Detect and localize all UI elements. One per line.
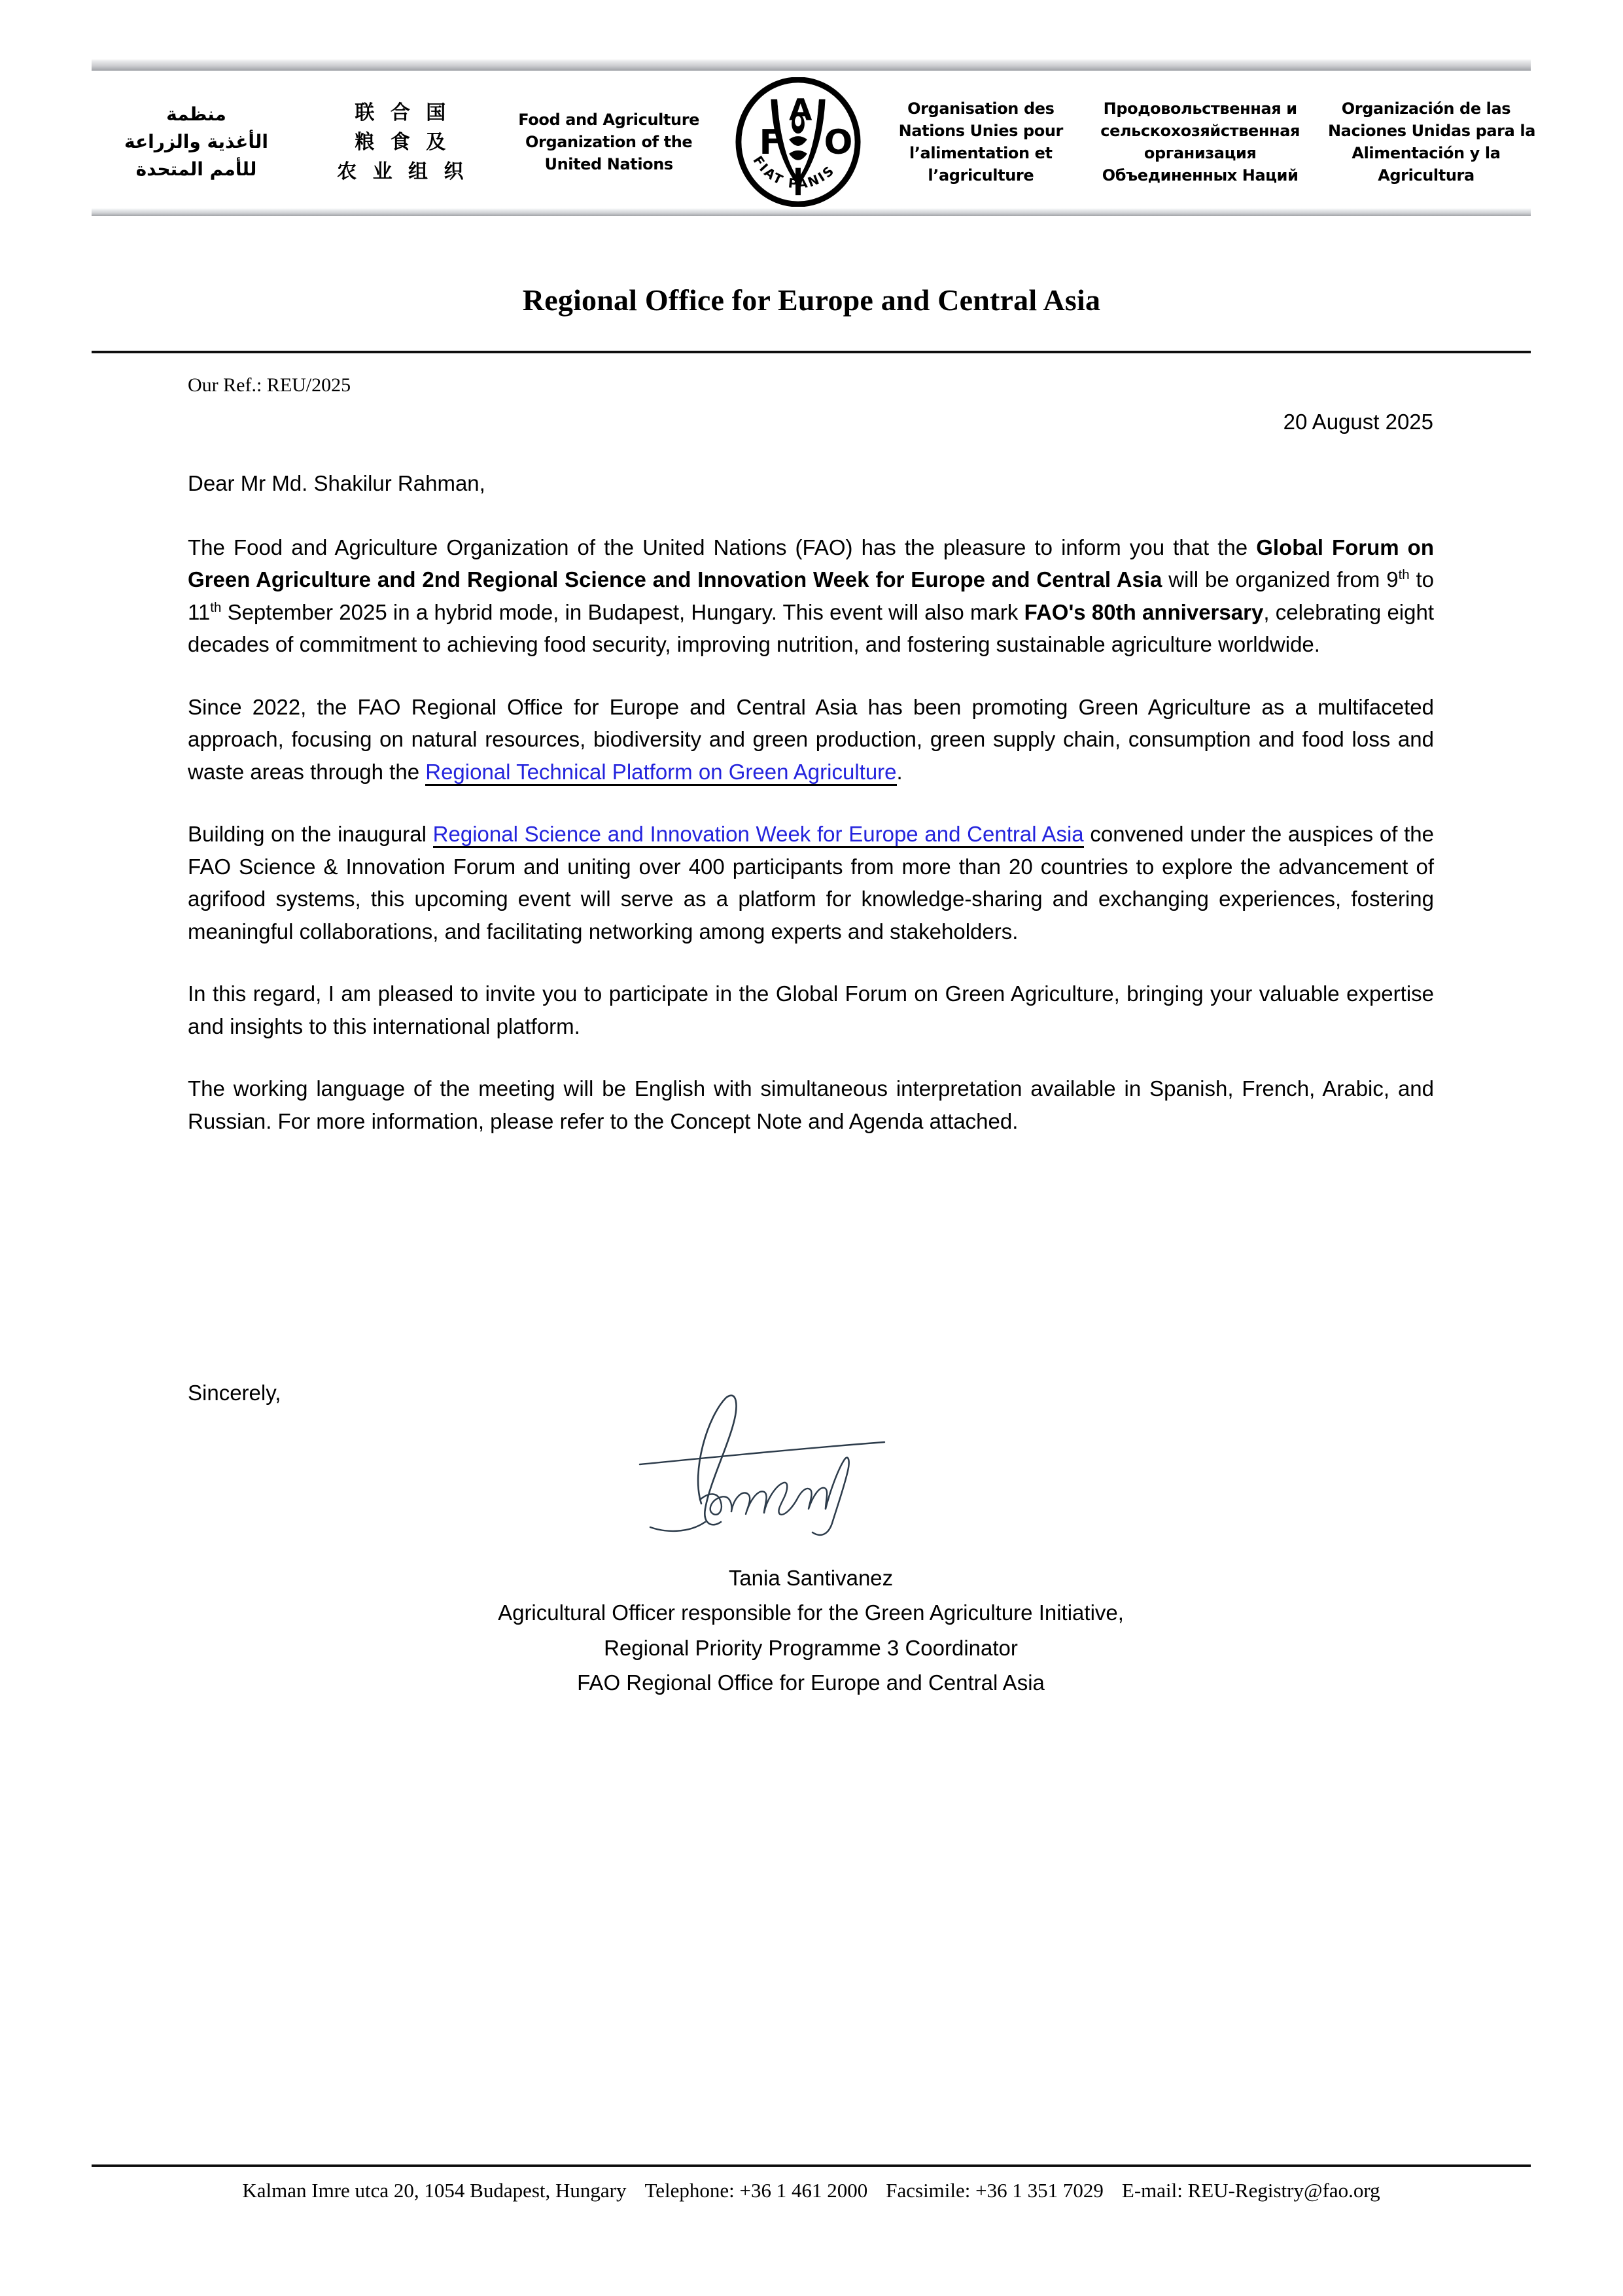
- footer-divider: [92, 2164, 1531, 2167]
- p1-text-e: , celebrating eight decades of commitment to achieving food security, improving nutrition, and fostering sustainable agriculture worldwide.: [188, 599, 1434, 656]
- letterhead-bottom-bar: [92, 208, 1531, 216]
- org-name-spanish-line: Organización de las: [1341, 99, 1511, 118]
- org-name-russian-line: Продовольственная и: [1103, 99, 1297, 118]
- paragraph-5: The working language of the meeting will be English with simultaneous interpretation available in Spanish, French, Arabic, and Russian. For more information, please refer to the Concept Note and Agenda attached.: [188, 1076, 1434, 1133]
- page-title: Regional Office for Europe and Central Asia: [522, 283, 1101, 317]
- org-name-spanish: [1327, 97, 1535, 186]
- organization-names-row: [92, 71, 1535, 208]
- handwritten-signature: [628, 1387, 929, 1551]
- org-name-english: [511, 109, 707, 175]
- footer-telephone: Telephone: +36 1 461 2000: [644, 2179, 868, 2202]
- org-name-french-line: Organisation des: [907, 99, 1055, 118]
- org-name-russian-line: Объединенных Наций: [1102, 166, 1299, 185]
- org-name-english-line: Organization of the: [525, 132, 693, 151]
- closing-salutation: Sincerely,: [188, 1381, 281, 1405]
- link-regional-science-innovation-week[interactable]: Regional Science and Innovation Week for Europe and Central Asia: [433, 822, 1084, 848]
- p2-text-b: .: [896, 759, 903, 784]
- fao-logo-icon: [733, 77, 863, 207]
- p1-ordinal-suffix-1: th: [1398, 567, 1410, 582]
- reference-number: Our Ref.: REU/2025: [188, 374, 351, 396]
- svg-text:F: F: [759, 122, 782, 162]
- org-name-french-line: l’agriculture: [928, 166, 1034, 185]
- p1-anniversary: FAO's 80th anniversary: [1024, 599, 1264, 624]
- p1-text-b: will be organized from 9: [1162, 567, 1399, 592]
- footer-facsimile: Facsimile: +36 1 351 7029: [886, 2179, 1104, 2202]
- org-name-arabic-line: منظمة: [166, 103, 226, 125]
- p3-text-b: convened under the auspices of the FAO Science & Innovation Forum and uniting over 400 participants from more than 20 countries to explore the advancement of agrifood systems, this upcoming event will serve as a platform for knowledge-sharing and exchanging experiences, fostering meaningful collaborations, and facilitating networking among experts and stakeholders.: [188, 822, 1434, 944]
- paragraph-3: [188, 818, 1434, 947]
- org-name-chinese-line: 联 合 国: [355, 101, 451, 124]
- p1-text-a: The Food and Agriculture Organization of the United Nations (FAO) has the pleasure to inform you that the: [188, 535, 1257, 559]
- svg-text:FIAT PANIS: FIAT PANIS: [750, 153, 839, 192]
- org-name-arabic-line: للأمم المتحدة: [135, 158, 257, 180]
- org-name-spanish-line: Agricultura: [1378, 166, 1475, 185]
- signer-name: Tania Santivanez: [728, 1566, 894, 1590]
- p1-text-d: September 2025 in a hybrid mode, in Budapest, Hungary. This event will also mark: [221, 599, 1024, 624]
- org-name-spanish-line: Naciones Unidas para la: [1327, 121, 1535, 140]
- signer-title-line-3: FAO Regional Office for Europe and Central Asia: [577, 1670, 1045, 1695]
- org-name-russian: [1099, 97, 1302, 186]
- p2-text-a: Since 2022, the FAO Regional Office for Europe and Central Asia has been promoting Green Agriculture as a multifaceted approach, focusing on natural resources, biodiversity and green production, green supply chain, consumption and food loss and waste areas through the: [188, 694, 1434, 784]
- org-name-chinese: [321, 98, 484, 186]
- org-name-french-line: l’alimentation et: [909, 144, 1053, 162]
- footer-address: Kalman Imre utca 20, 1054 Budapest, Hungary: [242, 2179, 627, 2202]
- org-name-french-line: Nations Unies pour: [898, 121, 1063, 140]
- p1-text-c: to 11: [188, 567, 1434, 624]
- p1-ordinal-suffix-2: th: [210, 599, 222, 615]
- p3-text-a: Building on the inaugural: [188, 822, 433, 846]
- signer-block: [188, 1561, 1434, 1701]
- signer-title-line-2: Regional Priority Programme 3 Coordinator: [604, 1635, 1018, 1660]
- letter-date: 20 August 2025: [1283, 410, 1433, 434]
- org-name-arabic: [98, 101, 294, 183]
- org-name-spanish-line: Alimentación y la: [1352, 144, 1501, 162]
- paragraph-4: In this regard, I am pleased to invite you to participate in the Global Forum on Green Agriculture, bringing your valuable expertise and insights to this international platform.: [188, 981, 1434, 1038]
- org-name-french: [889, 97, 1072, 186]
- svg-text:O: O: [824, 122, 853, 162]
- signer-title-line-1: Agricultural Officer responsible for the Green Agriculture Initiative,: [498, 1600, 1124, 1625]
- org-name-chinese-line: 粮 食 及: [355, 130, 451, 154]
- p1-event-name: Global Forum on Green Agriculture and 2nd Regional Science and Innovation Week for Europe and Central Asia: [188, 535, 1435, 592]
- footer-contact-info: [92, 2179, 1531, 2202]
- org-name-arabic-line: الأغذية والزراعة: [124, 131, 268, 152]
- paragraph-1: [188, 531, 1434, 661]
- letter-body: [188, 467, 1434, 1137]
- footer-email: E-mail: REU-Registry@fao.org: [1121, 2179, 1380, 2202]
- org-name-english-line: United Nations: [544, 155, 673, 174]
- org-name-english-line: Food and Agriculture: [518, 110, 700, 129]
- paragraph-2: [188, 691, 1434, 788]
- org-name-russian-line: сельскохозяйственная: [1100, 121, 1300, 140]
- org-name-chinese-line: 农 业 组 织: [337, 160, 468, 183]
- link-regional-technical-platform[interactable]: Regional Technical Platform on Green Agriculture: [425, 760, 896, 786]
- title-divider: [92, 351, 1531, 353]
- org-name-russian-line: организация: [1143, 144, 1257, 162]
- letterhead: [92, 59, 1535, 216]
- salutation: Dear Mr Md. Shakilur Rahman,: [188, 471, 485, 495]
- svg-text:A: A: [789, 92, 812, 128]
- letterhead-top-bar: [92, 59, 1531, 71]
